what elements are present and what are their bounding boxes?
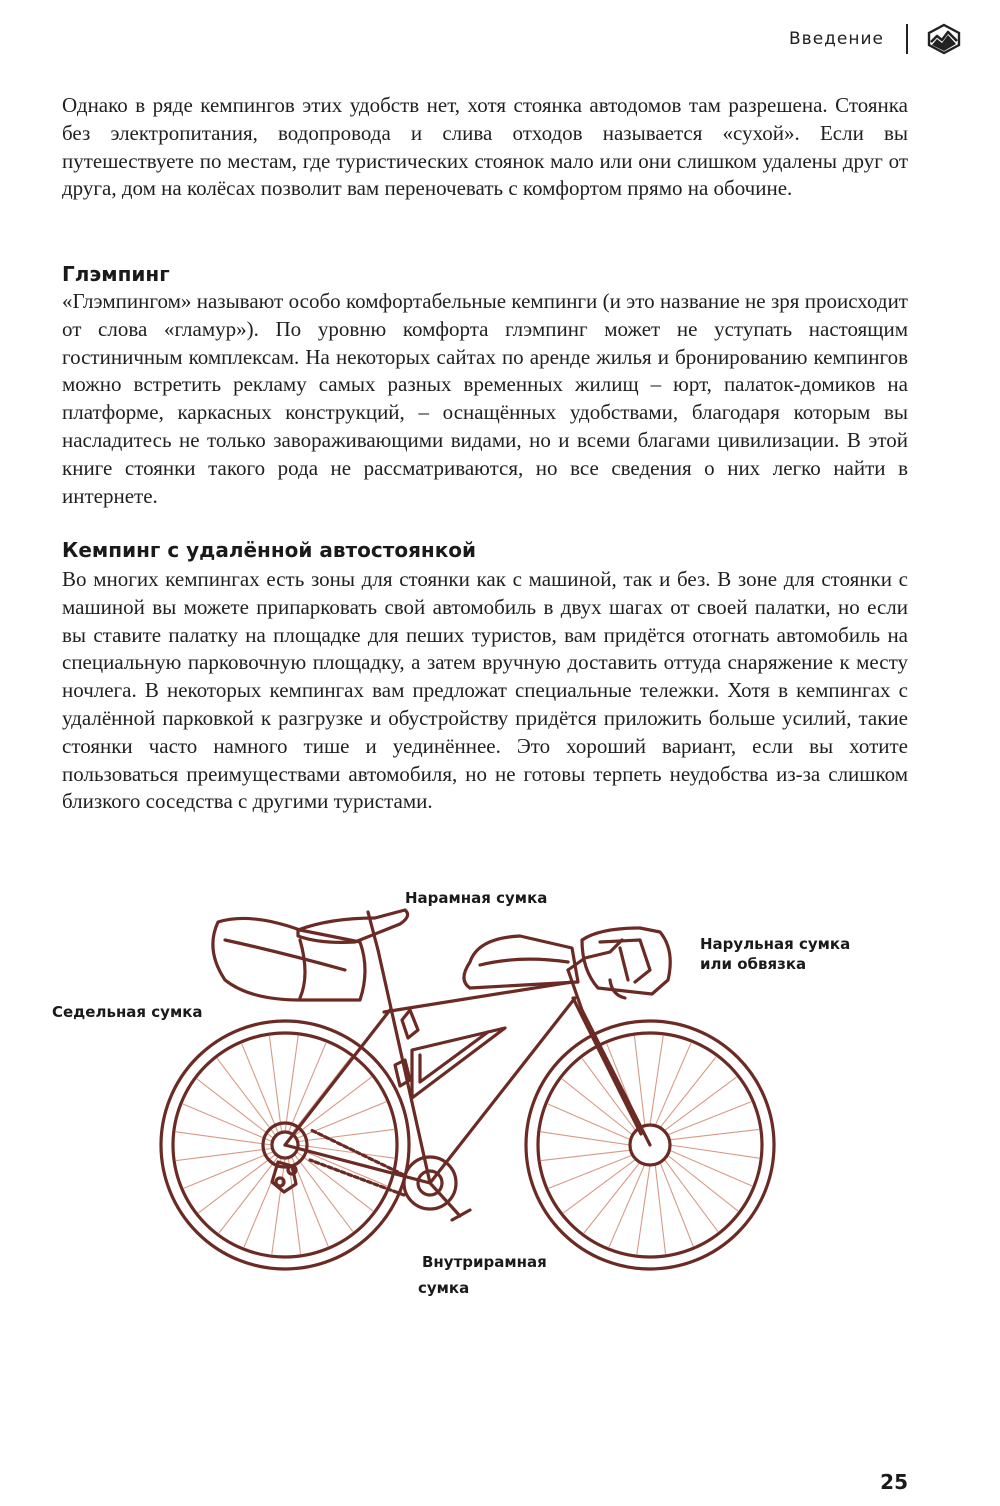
callout-handlebar-bag-line1: Нарульная сумка [700, 935, 851, 953]
seat-tube [378, 950, 430, 1183]
handlebar-bag [582, 928, 670, 994]
wheel-spoke [269, 1036, 281, 1132]
paragraph-glamping: «Глэмпингом» называют особо комфортабельные кемпинги (и это название не зря происходит от слова «гламур»). По уровню комфорта глэмпинг может не уступать настоящим гостиничным комплексам. На некоторых сайтах по аренде жилья и бронированию кемпингов можно встретить рекламу самых разных временных жилищ – юрт, палаток-домиков на платформе, каркасных конструкций, – оснащённых удобствами, благодаря которым вы насладитесь не только завораживающими видами, но и всеми благами цивилизации. В этой книге стоянки такого рода не рассматриваются, но все сведения о них легко найти в интернете. [62, 289, 908, 508]
callout-inner-frame-bag-line2: сумка [418, 1279, 470, 1297]
page-number: 25 [880, 1470, 908, 1494]
wheel-spoke [285, 1036, 298, 1132]
wheel-spoke [584, 1162, 640, 1233]
wheel-spoke [198, 1154, 275, 1213]
wheel-spoke [634, 1036, 644, 1126]
wheel-spoke [541, 1150, 631, 1160]
heading-glamping: Глэмпинг [62, 262, 170, 286]
wheel-spoke [176, 1132, 272, 1145]
heading-remote-parking: Кемпинг с удалённой автостоянкой [62, 538, 477, 562]
wheel-spoke [292, 1057, 352, 1134]
wheel-spoke [242, 1044, 279, 1134]
wheel-spoke [664, 1159, 718, 1231]
wheel-spoke [296, 1152, 373, 1212]
fork [582, 1010, 650, 1145]
wheel-spoke [296, 1102, 386, 1139]
wheel-spoke [669, 1129, 759, 1139]
paragraph-remote-parking: Во многих кемпингах есть зоны для стоянки как с машиной, так и без. В зоне для стоянки с машиной вы можете припарковать свой автомобиль в двух шагах от своей палатки, но если вы ставите палатку на площадке для пеших туристов, вам придётся отогнать автомобиль на специальную парковочную площадку, а затем вручную доставить оттуда снаряжение к месту ночлега. В некоторых кемпингах вам предложат специальные тележки. Хотя в кемпингах с удалённой парковкой к разгрузке и обустройству придётся приложить больше усилий, такие стоянки часто намного тише и уединённее. Это хороший вариант, если вы хотите пользоваться преимуществами автомобиля, но не готовы терпеть неудобства из-за слишком близкого соседства с другими туристами. [62, 567, 908, 814]
callout-inner-frame-bag-line1: Внутрирамная [422, 1253, 547, 1271]
section-title: Введение [789, 29, 884, 49]
wheel-spoke [667, 1102, 751, 1135]
callout-frame-bag: Нарамная сумка [405, 889, 548, 907]
stem [568, 940, 622, 970]
callout-saddle-bag: Седельная сумка [52, 1003, 203, 1021]
wheel-spoke [183, 1104, 273, 1142]
header-divider [906, 24, 908, 54]
saddle-bag [213, 918, 365, 1000]
callout-handlebar-bag-line2: или обвязка [700, 955, 807, 973]
bicycle-figure [0, 870, 1000, 1310]
wheel-spoke [176, 1148, 272, 1160]
wheel-spoke [219, 1156, 279, 1233]
wheel-spoke [563, 1159, 635, 1213]
running-header [789, 22, 962, 56]
wheel-spoke [655, 1164, 665, 1254]
wheel-spoke [667, 1155, 738, 1211]
wheel-spoke [664, 1077, 736, 1131]
inner-frame-bag [412, 1028, 505, 1098]
wheel-spoke [217, 1058, 276, 1135]
wheel-spoke [197, 1079, 274, 1139]
saddle [298, 910, 408, 942]
paragraph-dry-camping: Однако в ряде кемпингов этих удобств нет, хотя стоянка автодомов там разрешена. Стоянка без электропитания, водопровода и слива отходов называется «сухой». Если вы путешествуете по местам, где туристических стоянок мало или они слишком удалены друг от друга, дом на колёсах позволит вам переночевать с комфортом прямо на обочине. [62, 93, 908, 201]
wheel-spoke [660, 1057, 716, 1128]
wheel-spoke [660, 1162, 693, 1246]
mountain-emblem-icon [926, 23, 962, 55]
wheel-spoke [549, 1155, 633, 1188]
wheel-spoke [184, 1152, 274, 1189]
